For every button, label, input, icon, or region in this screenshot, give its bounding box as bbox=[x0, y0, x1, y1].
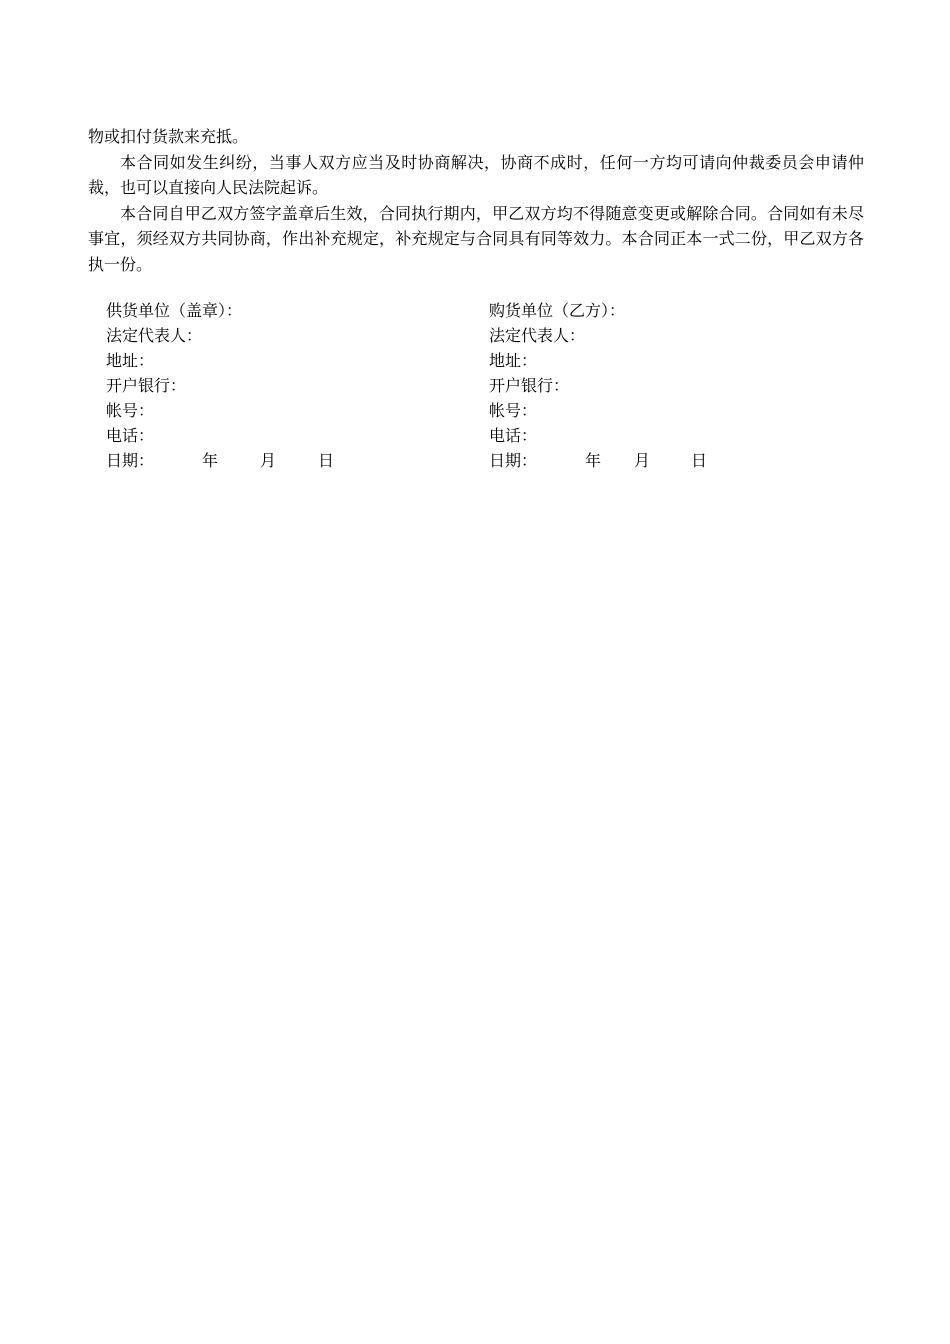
supplier-phone-label: 电话： bbox=[106, 426, 155, 445]
supplier-date-day: 日 bbox=[318, 451, 335, 470]
buyer-address-label: 地址： bbox=[489, 351, 538, 370]
buyer-date-year: 年 bbox=[585, 451, 602, 470]
supplier-date-year: 年 bbox=[202, 451, 219, 470]
buyer-account-label: 帐号： bbox=[489, 401, 538, 420]
supplier-date-line bbox=[106, 448, 466, 473]
supplier-date-label: 日期： bbox=[106, 451, 155, 470]
supplier-account-label: 帐号： bbox=[106, 401, 155, 420]
supplier-rep-label: 法定代表人： bbox=[106, 326, 203, 345]
supplier-signature-block bbox=[106, 298, 466, 473]
supplier-date-month: 月 bbox=[260, 451, 277, 470]
buyer-date-month: 月 bbox=[634, 451, 651, 470]
supplier-address-label: 地址： bbox=[106, 351, 155, 370]
paragraph-dispute-resolution: 本合同如发生纠纷，当事人双方应当及时协商解决，协商不成时，任何一方均可请向仲裁委员会申请仲裁，也可以直接向人民法院起诉。 bbox=[88, 152, 864, 197]
buyer-date-line bbox=[489, 448, 849, 473]
buyer-unit-label: 购货单位（乙方）： bbox=[489, 301, 626, 320]
supplier-unit-label: 供货单位（盖章）： bbox=[106, 301, 243, 320]
paragraph-continuation: 物或扣付货款来充抵。 bbox=[88, 127, 249, 146]
paragraph-effectiveness: 本合同自甲乙双方签字盖章后生效，合同执行期内，甲乙双方均不得随意变更或解除合同。合同如有未尽事宜，须经双方共同协商，作出补充规定，补充规定与合同具有同等效力。本合同正本一式二份，甲乙双方各执一份。 bbox=[88, 203, 864, 274]
supplier-bank-label: 开户银行： bbox=[106, 376, 187, 395]
buyer-date-label: 日期： bbox=[489, 451, 538, 470]
buyer-rep-label: 法定代表人： bbox=[489, 326, 586, 345]
buyer-bank-label: 开户银行： bbox=[489, 376, 570, 395]
contract-body bbox=[88, 124, 864, 277]
buyer-date-day: 日 bbox=[691, 451, 708, 470]
buyer-phone-label: 电话： bbox=[489, 426, 538, 445]
buyer-signature-block bbox=[489, 298, 849, 473]
